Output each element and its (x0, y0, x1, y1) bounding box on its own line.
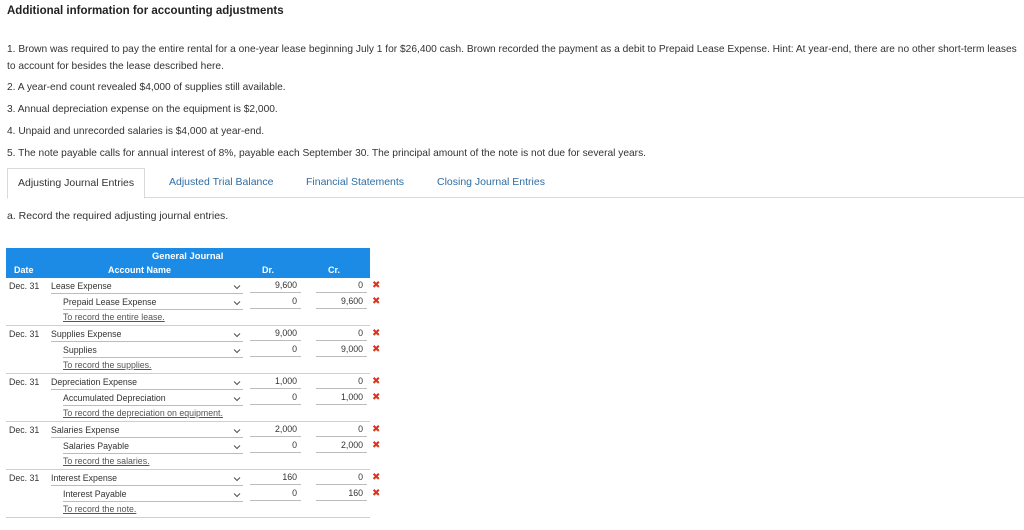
credit-line (6, 294, 381, 310)
chevron-down-icon (233, 491, 241, 499)
entry-date: Dec. 31 (9, 425, 40, 435)
debit-line-cr-input[interactable]: 0 (316, 376, 367, 389)
credit-line (6, 438, 381, 454)
instruction-text: a. Record the required adjusting journal entries. (7, 210, 229, 222)
debit-account-name: Lease Expense (51, 281, 112, 291)
column-header-date: Date (14, 265, 34, 275)
general-journal (6, 248, 381, 518)
chevron-down-icon (233, 395, 241, 403)
entry-memo: To record the entire lease. (63, 312, 165, 322)
credit-line-cr-input[interactable]: 160 (316, 488, 367, 501)
journal-header (6, 248, 370, 278)
chevron-down-icon (233, 427, 241, 435)
journal-entry (6, 278, 381, 326)
incorrect-icon: ✖ (372, 472, 381, 483)
credit-line (6, 390, 381, 406)
incorrect-icon: ✖ (372, 328, 381, 339)
incorrect-icon: ✖ (372, 424, 381, 435)
entry-memo: To record the note. (63, 504, 137, 514)
debit-line (6, 374, 381, 390)
chevron-down-icon (233, 347, 241, 355)
credit-line-dr-input[interactable]: 0 (250, 488, 301, 501)
debit-line (6, 470, 381, 486)
incorrect-icon: ✖ (372, 280, 381, 291)
credit-line-cr-input[interactable]: 9,000 (316, 344, 367, 357)
journal-title: General Journal (152, 250, 224, 261)
chevron-down-icon (233, 475, 241, 483)
debit-line-cr-input[interactable]: 0 (316, 280, 367, 293)
incorrect-icon: ✖ (372, 440, 381, 451)
debit-account-name: Interest Expense (51, 473, 118, 483)
tab-adjusting-journal-entries[interactable]: Adjusting Journal Entries (7, 168, 145, 199)
journal-entry (6, 374, 381, 422)
credit-account-name: Salaries Payable (63, 441, 130, 451)
entry-date: Dec. 31 (9, 473, 40, 483)
info-item-1: 1. Brown was required to pay the entire rental for a one-year lease beginning July 1 for $26,400 cash. Brown recorded the payment as a debit to Prepaid Lease Expense. Hint: At year-end, there are no other short-term leases to account for besides the lease described here. (7, 44, 1017, 72)
debit-line-dr-input[interactable]: 1,000 (250, 376, 301, 389)
debit-account-select[interactable] (51, 377, 243, 390)
credit-account-select[interactable] (63, 441, 243, 454)
memo-line (6, 502, 370, 518)
credit-account-select[interactable] (63, 345, 243, 358)
tab-closing-journal-entries[interactable]: Closing Journal Entries (437, 176, 545, 188)
credit-line-dr-input[interactable]: 0 (250, 344, 301, 357)
debit-line (6, 326, 381, 342)
credit-account-name: Accumulated Depreciation (63, 393, 166, 403)
debit-line-cr-input[interactable]: 0 (316, 328, 367, 341)
chevron-down-icon (233, 283, 241, 291)
debit-account-name: Salaries Expense (51, 425, 120, 435)
memo-line (6, 310, 370, 326)
journal-entry (6, 470, 381, 518)
tab-adjusted-trial-balance[interactable]: Adjusted Trial Balance (169, 176, 274, 188)
info-item-4: 4. Unpaid and unrecorded salaries is $4,000 at year-end. (7, 126, 265, 137)
credit-line-dr-input[interactable]: 0 (250, 392, 301, 405)
journal-entry (6, 422, 381, 470)
tab-bar (7, 168, 1024, 198)
entry-memo: To record the depreciation on equipment. (63, 408, 223, 418)
memo-line (6, 406, 370, 422)
chevron-down-icon (233, 443, 241, 451)
incorrect-icon: ✖ (372, 488, 381, 499)
incorrect-icon: ✖ (372, 376, 381, 387)
credit-account-select[interactable] (63, 393, 243, 406)
chevron-down-icon (233, 299, 241, 307)
incorrect-icon: ✖ (372, 392, 381, 403)
debit-line-cr-input[interactable]: 0 (316, 424, 367, 437)
credit-line-cr-input[interactable]: 2,000 (316, 440, 367, 453)
credit-account-select[interactable] (63, 489, 243, 502)
entry-date: Dec. 31 (9, 281, 40, 291)
debit-line-dr-input[interactable]: 160 (250, 472, 301, 485)
memo-line (6, 358, 370, 374)
entry-date: Dec. 31 (9, 329, 40, 339)
debit-account-select[interactable] (51, 473, 243, 486)
debit-account-select[interactable] (51, 329, 243, 342)
page-title: Additional information for accounting adjustments (7, 5, 284, 17)
entry-memo: To record the salaries. (63, 456, 150, 466)
chevron-down-icon (233, 379, 241, 387)
chevron-down-icon (233, 331, 241, 339)
memo-line (6, 454, 370, 470)
debit-account-select[interactable] (51, 425, 243, 438)
debit-line-dr-input[interactable]: 9,000 (250, 328, 301, 341)
entry-memo: To record the supplies. (63, 360, 152, 370)
info-item-5: 5. The note payable calls for annual interest of 8%, payable each September 30. The principal amount of the note is not due for several years. (7, 148, 646, 159)
debit-line-dr-input[interactable]: 9,600 (250, 280, 301, 293)
column-header-account: Account Name (108, 265, 172, 275)
debit-account-select[interactable] (51, 281, 243, 294)
incorrect-icon: ✖ (372, 296, 381, 307)
credit-account-name: Interest Payable (63, 489, 127, 499)
credit-account-name: Prepaid Lease Expense (63, 297, 157, 307)
credit-line-cr-input[interactable]: 1,000 (316, 392, 367, 405)
debit-line-dr-input[interactable]: 2,000 (250, 424, 301, 437)
credit-line (6, 342, 381, 358)
debit-line (6, 278, 381, 294)
journal-entry (6, 326, 381, 374)
credit-line (6, 486, 381, 502)
journal-entries (6, 278, 381, 518)
column-header-debit: Dr. (262, 265, 275, 275)
info-item-2: 2. A year-end count revealed $4,000 of supplies still available. (7, 82, 286, 93)
debit-account-name: Supplies Expense (51, 329, 122, 339)
debit-line-cr-input[interactable]: 0 (316, 472, 367, 485)
entry-date: Dec. 31 (9, 377, 40, 387)
credit-line-cr-input[interactable]: 9,600 (316, 296, 367, 309)
credit-account-name: Supplies (63, 345, 97, 355)
incorrect-icon: ✖ (372, 344, 381, 355)
debit-line (6, 422, 381, 438)
credit-line-dr-input[interactable]: 0 (250, 440, 301, 453)
credit-account-select[interactable] (63, 297, 243, 310)
tab-financial-statements[interactable]: Financial Statements (306, 176, 405, 188)
credit-line-dr-input[interactable]: 0 (250, 296, 301, 309)
column-header-credit: Cr. (328, 265, 341, 275)
info-item-3: 3. Annual depreciation expense on the equipment is $2,000. (7, 104, 278, 115)
debit-account-name: Depreciation Expense (51, 377, 138, 387)
